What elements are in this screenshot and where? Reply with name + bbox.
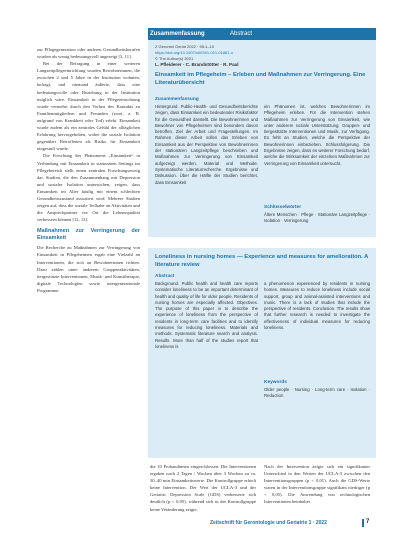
section-heading-measures: Maßnahmen zur Verringerung der Einsamkeit: [37, 228, 140, 242]
zusammenfassung-heading: Zusammenfassung: [155, 97, 199, 102]
abstract-right: a phenomenon experienced by residents in nursing homes. Measures to reduce loneliness include social support, group and animal-assisted interventions and music. There is a lack of studies that include the perspective of residents. Conclusion. The results show that further research is needed to investigate the effectiveness of individual measures for reducing loneliness.: [264, 281, 370, 331]
left-paragraph-3: Die Forschung des Phänomens „Einsamkeit“ in Verbindung mit Einsamkeit in stationären Settings im Pflegebereich stellt einen zentralen Forschungszweig dar. Studien, die den Zusammenhang mit Depression und sozialer Isolation untersuchen, zeigen, dass Einsamkeit im Alter häufig mit einem schlechten Gesundheitszustand assoziiert wird. Mehrere Studien zeigen auf, dass die soziale Teilhabe an Aktivitäten und die Ansprechpartner vor Ort die Lebensqualität verbessern können [12, 13].: [37, 153, 140, 223]
doi-link[interactable]: https://doi.org/10.1007/s00391-021-01881-x: [155, 50, 233, 55]
journal-footer: Zeitschrift für Gerontologie und Geriatrie 1 · 2022: [210, 520, 327, 526]
zusammenfassung-left: Hintergrund. Public-Health- und Gesundheitsberichte zeigen, dass Einsamkeit ein bedeutender Risikofaktor für die Gesundheit darstellt. Die Bewohnerinnen und Bewohner von Pflegeheimen sind besonders davon betroffen. Ziel der Arbeit und Fragestellungen. Im Rahmen dieser Arbeit sollen das Erleben von Einsamkeit aus der Perspektive von Bewohnerinnen der stationären Langzeitpflege beschrieben und Maßnahmen zur Verringerung von Einsamkeit aufgezeigt werden. Material und Methode. Systematische Literaturrecherche. Ergebnisse und Diskussion. Über die Hälfte der Studien berichtet, dass Einsamkeit: [155, 104, 258, 185]
authors: L. Pfleiderer · C. Brandstötter · R. Paal: [155, 62, 239, 67]
tab-abstract: Abstract: [230, 31, 253, 37]
copyright-line: © The Author(s) 2021: [155, 56, 194, 61]
zusammenfassung-right: ein Phänomen ist, welches Bewohnerinnen im Pflegeheim erleben. Für die Intervention stehen Maßnahmen zur Verringerung von Einsamkeit, wie unter anderem soziale Unterstützung, Gruppen- und tiergestützte Interventionen und Musik, zur Verfügung. Es fehlt an Studien, welche die Perspektive der Bewohnerinnen einbeziehen. Schlussfolgerung. Die Ergebnisse zeigen, dass es weiterer Forschung bedarf, welche die Wirksamkeit der einzelnen Maßnahmen zur Verringerung von Einsamkeit untersucht.: [264, 104, 370, 166]
page-number-bar: [362, 519, 364, 527]
abstract-left: Background. Public health and health care reports consider loneliness to be an important determinant of health and quality of life for older people. Residents of nursing homes are especially affected. Objectives. The purpose of this paper is to describe the experience of loneliness from the perspective of residents in long-term care facilities and to identify measures for reducing loneliness. Materials and methods. Systematic literature search and analysis. Results. More than half of the studies report that loneliness is: [155, 281, 258, 349]
left-paragraph-4: Die Recherche zu Maßnahmen zur Verringerung von Einsamkeit in Pflegeheimen ergab eine Vielzahl an Interventionen, die sich an Bewohnerinnen richten. Dazu zählen unter anderem Gruppenaktivitäten, tiergestützte Interventionen, Musik- und Kunsttherapie, digitale Technologien sowie intergenerationale Programme.: [37, 245, 140, 293]
left-column: [37, 46, 140, 294]
keywords-en-heading: Keywords: [264, 380, 287, 385]
abstract-box: [148, 248, 376, 458]
left-paragraph-1: zur Pflegegeneration oder anderen Gesundheitsberufen wurden als wenig bedeutungsvoll angezeigt [3, 11].: [37, 47, 140, 60]
article-title-de: Einsamkeit im Pflegeheim – Erleben und Maßnahmen zur Verringerung. Eine Literaturübersicht: [155, 72, 366, 86]
keywords-en: Older people · Nursing · Long-term care · Isolation · Reduction: [264, 387, 370, 399]
article-title-en: Loneliness in nursing homes — Experience and measures for amelioration. A literature review: [155, 254, 369, 268]
left-paragraph-2: Bei der Befragung in einer weiteren Langzeitpflegeeinrichtung wurden Bewohnerinnen, die zwischen 2 und 5 Jahre in der Institution wohnten, befragt, und niemand äußerte, dass eine bedeutungsvolle oder Beziehung in der Institution möglich wäre. Einsamkeit in der Pflegeeinrichtung wurde vermehrt durch den Verlust des Kontakts zu Familienmitgliedern und Freunden (zwei, z. B. aufgrund von Krankheit oder Tod) erlebt. Einsamkeit wurde zudem als ein zentrales Gefühl der alltäglichen Erfahrung hervorgehoben, wobei die soziale Isolation gegenüber Betroffenen als Risiko für Einsamkeit eingestuft wurde.: [37, 61, 140, 152]
keywords-de-heading: Schlüsselwörter: [264, 205, 302, 210]
article-meta: [155, 44, 370, 62]
bottom-col-3: Nach der Intervention zeigte sich ein signifikanter Unterschied in den Werten der UCLA-3 zwischen den Interventionsgruppen (p < 0,01). Auch die GDS-Werte waren in der Interventionsgruppe signifikant niedriger (p < 0,05). Die Anwendung von technologischen Interventionen beinhaltet: [264, 464, 370, 505]
bottom-col-2: die 10 Probandinnen eingeschlossen. Die Interventionen ergaben nach 2 Tagen / Wochen über 3 Wochen zu ca. 30–40 min Einsamkeitswerte. Die Kontrollgruppe erhielt keine Intervention. Der Wert der UCLA-3 und der Geriatric Depression Scale (GDS) verbesserte sich deutlich (p < 0,05), während sich in der Kontrollgruppe keine Veränderung zeigte.: [150, 464, 256, 512]
citation-line: Z Gerontol Geriat 2022 · 55:1–10: [155, 44, 214, 49]
page-number: 7: [366, 519, 370, 525]
abstract-heading: Abstract: [155, 274, 175, 279]
keywords-de: Ältere Menschen · Pflege · Stationäre Langzeitpflege · Isolation · Verringerung: [264, 212, 370, 224]
tab-zusammenfassung: Zusammenfassung: [150, 31, 205, 37]
